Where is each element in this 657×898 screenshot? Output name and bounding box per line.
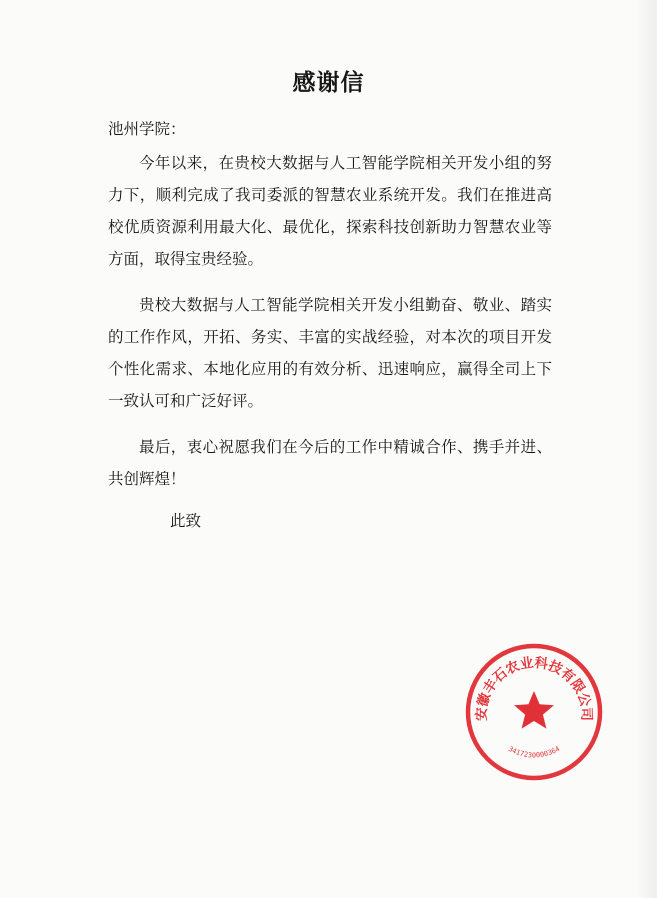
star-icon — [514, 691, 554, 729]
body-paragraph: 今年以来，在贵校大数据与人工智能学院相关开发小组的努力下，顺利完成了我司委派的智慧农业系统开发。我们在推进高校优质资源利用最大化、最优化，探索科技创新助力智慧农业等方面，取得宝贵经验。 — [108, 154, 552, 268]
company-seal — [463, 641, 605, 783]
closing-phrase: 此致 — [170, 512, 202, 530]
seal-code: 3417230000364 — [506, 744, 562, 760]
salutation: 池州学院： — [108, 120, 186, 138]
letter-title: 感谢信 — [292, 70, 365, 96]
seal-org-name: 安徽丰石农业科技有限公司 — [473, 654, 595, 722]
letter-body — [108, 147, 552, 509]
page-edge-shadow — [635, 0, 657, 898]
body-paragraph: 贵校大数据与人工智能学院相关开发小组勤奋、敬业、踏实的工作作风，开拓、务实、丰富的实战经验，对本次的项目开发个性化需求、本地化应用的有效分析、迅速响应，赢得全司上下一致认可和广泛好评。 — [108, 296, 552, 410]
body-paragraph: 最后，衷心祝愿我们在今后的工作中精诚合作、携手并进、共创辉煌！ — [108, 438, 552, 488]
